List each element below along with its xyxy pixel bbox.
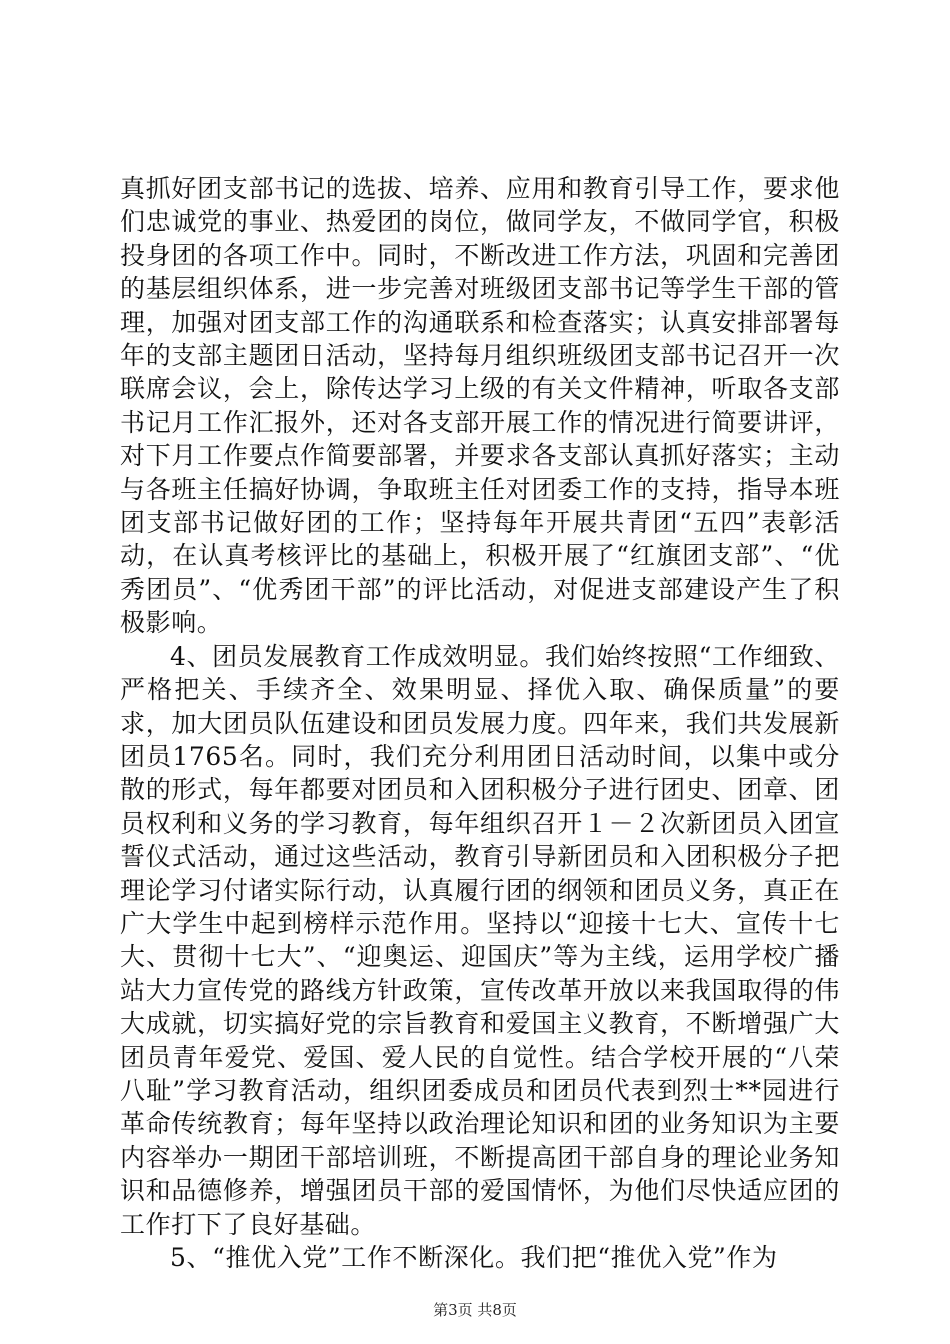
page-footer — [0, 1300, 950, 1320]
paragraph-item-4: 4、团员发展教育工作成效明显。我们始终按照“工作细致、严格把关、手续齐全、效果明显、择优入取、确保质量”的要求，加大团员队伍建设和团员发展力度。四年来，我们共发展新团员1765名。同时，我们充分利用团日活动时间，以集中或分散的形式，每年都要对团员和入团积极分子进行团史、团章、团员权利和义务的学习教育，每年组织召开１－２次新团员入团宣誓仪式活动，通过这些活动，教育引导新团员和入团积极分子把理论学习付诸实际行动，认真履行团的纲领和团员义务，真正在广大学生中起到榜样示范作用。坚持以“迎接十七大、宣传十七大、贯彻十七大”、“迎奥运、迎国庆”等为主线，运用学校广播站大力宣传党的路线方针政策，宣传改革开放以来我国取得的伟大成就，切实搞好党的宗旨教育和爱国主义教育，不断增强广大团员青年爱党、爱国、爱人民的自觉性。结合学校开展的“八荣八耻”学习教育活动，组织团委成员和团员代表到烈士**园进行革命传统教育；每年坚持以政治理论知识和团的业务知识为主要内容举办一期团干部培训班，不断提高团干部自身的理论业务知识和品德修养，增强团员干部的爱国情怀，为他们尽快适应团的工作打下了良好基础。 — [120, 641, 840, 1239]
page-number-label: 第3页 共8页 — [433, 1301, 517, 1319]
paragraph-item-5: 5、“推优入党”工作不断深化。我们把“推优入党”作为 — [170, 1243, 778, 1272]
document-body — [120, 172, 840, 1274]
paragraph-continuation: 真抓好团支部书记的选拔、培养、应用和教育引导工作，要求他们忠诚党的事业、热爱团的岗位，做同学友，不做同学官，积极投身团的各项工作中。同时，不断改进工作方法，巩固和完善团的基层组织体系，进一步完善对班级团支部书记等学生干部的管理，加强对团支部工作的沟通联系和检查落实；认真安排部署每年的支部主题团日活动，坚持每月组织班级团支部书记召开一次联席会议，会上，除传达学习上级的有关文件精神，听取各支部书记月工作汇报外，还对各支部开展工作的情况进行简要讲评，对下月工作要点作简要部署，并要求各支部认真抓好落实；主动与各班主任搞好协调，争取班主任对团委工作的支持，指导本班团支部书记做好团的工作；坚持每年开展共青团“五四”表彰活动，在认真考核评比的基础上，积极开展了“红旗团支部”、“优秀团员”、“优秀团干部”的评比活动，对促进支部建设产生了积极影响。 — [120, 174, 840, 638]
